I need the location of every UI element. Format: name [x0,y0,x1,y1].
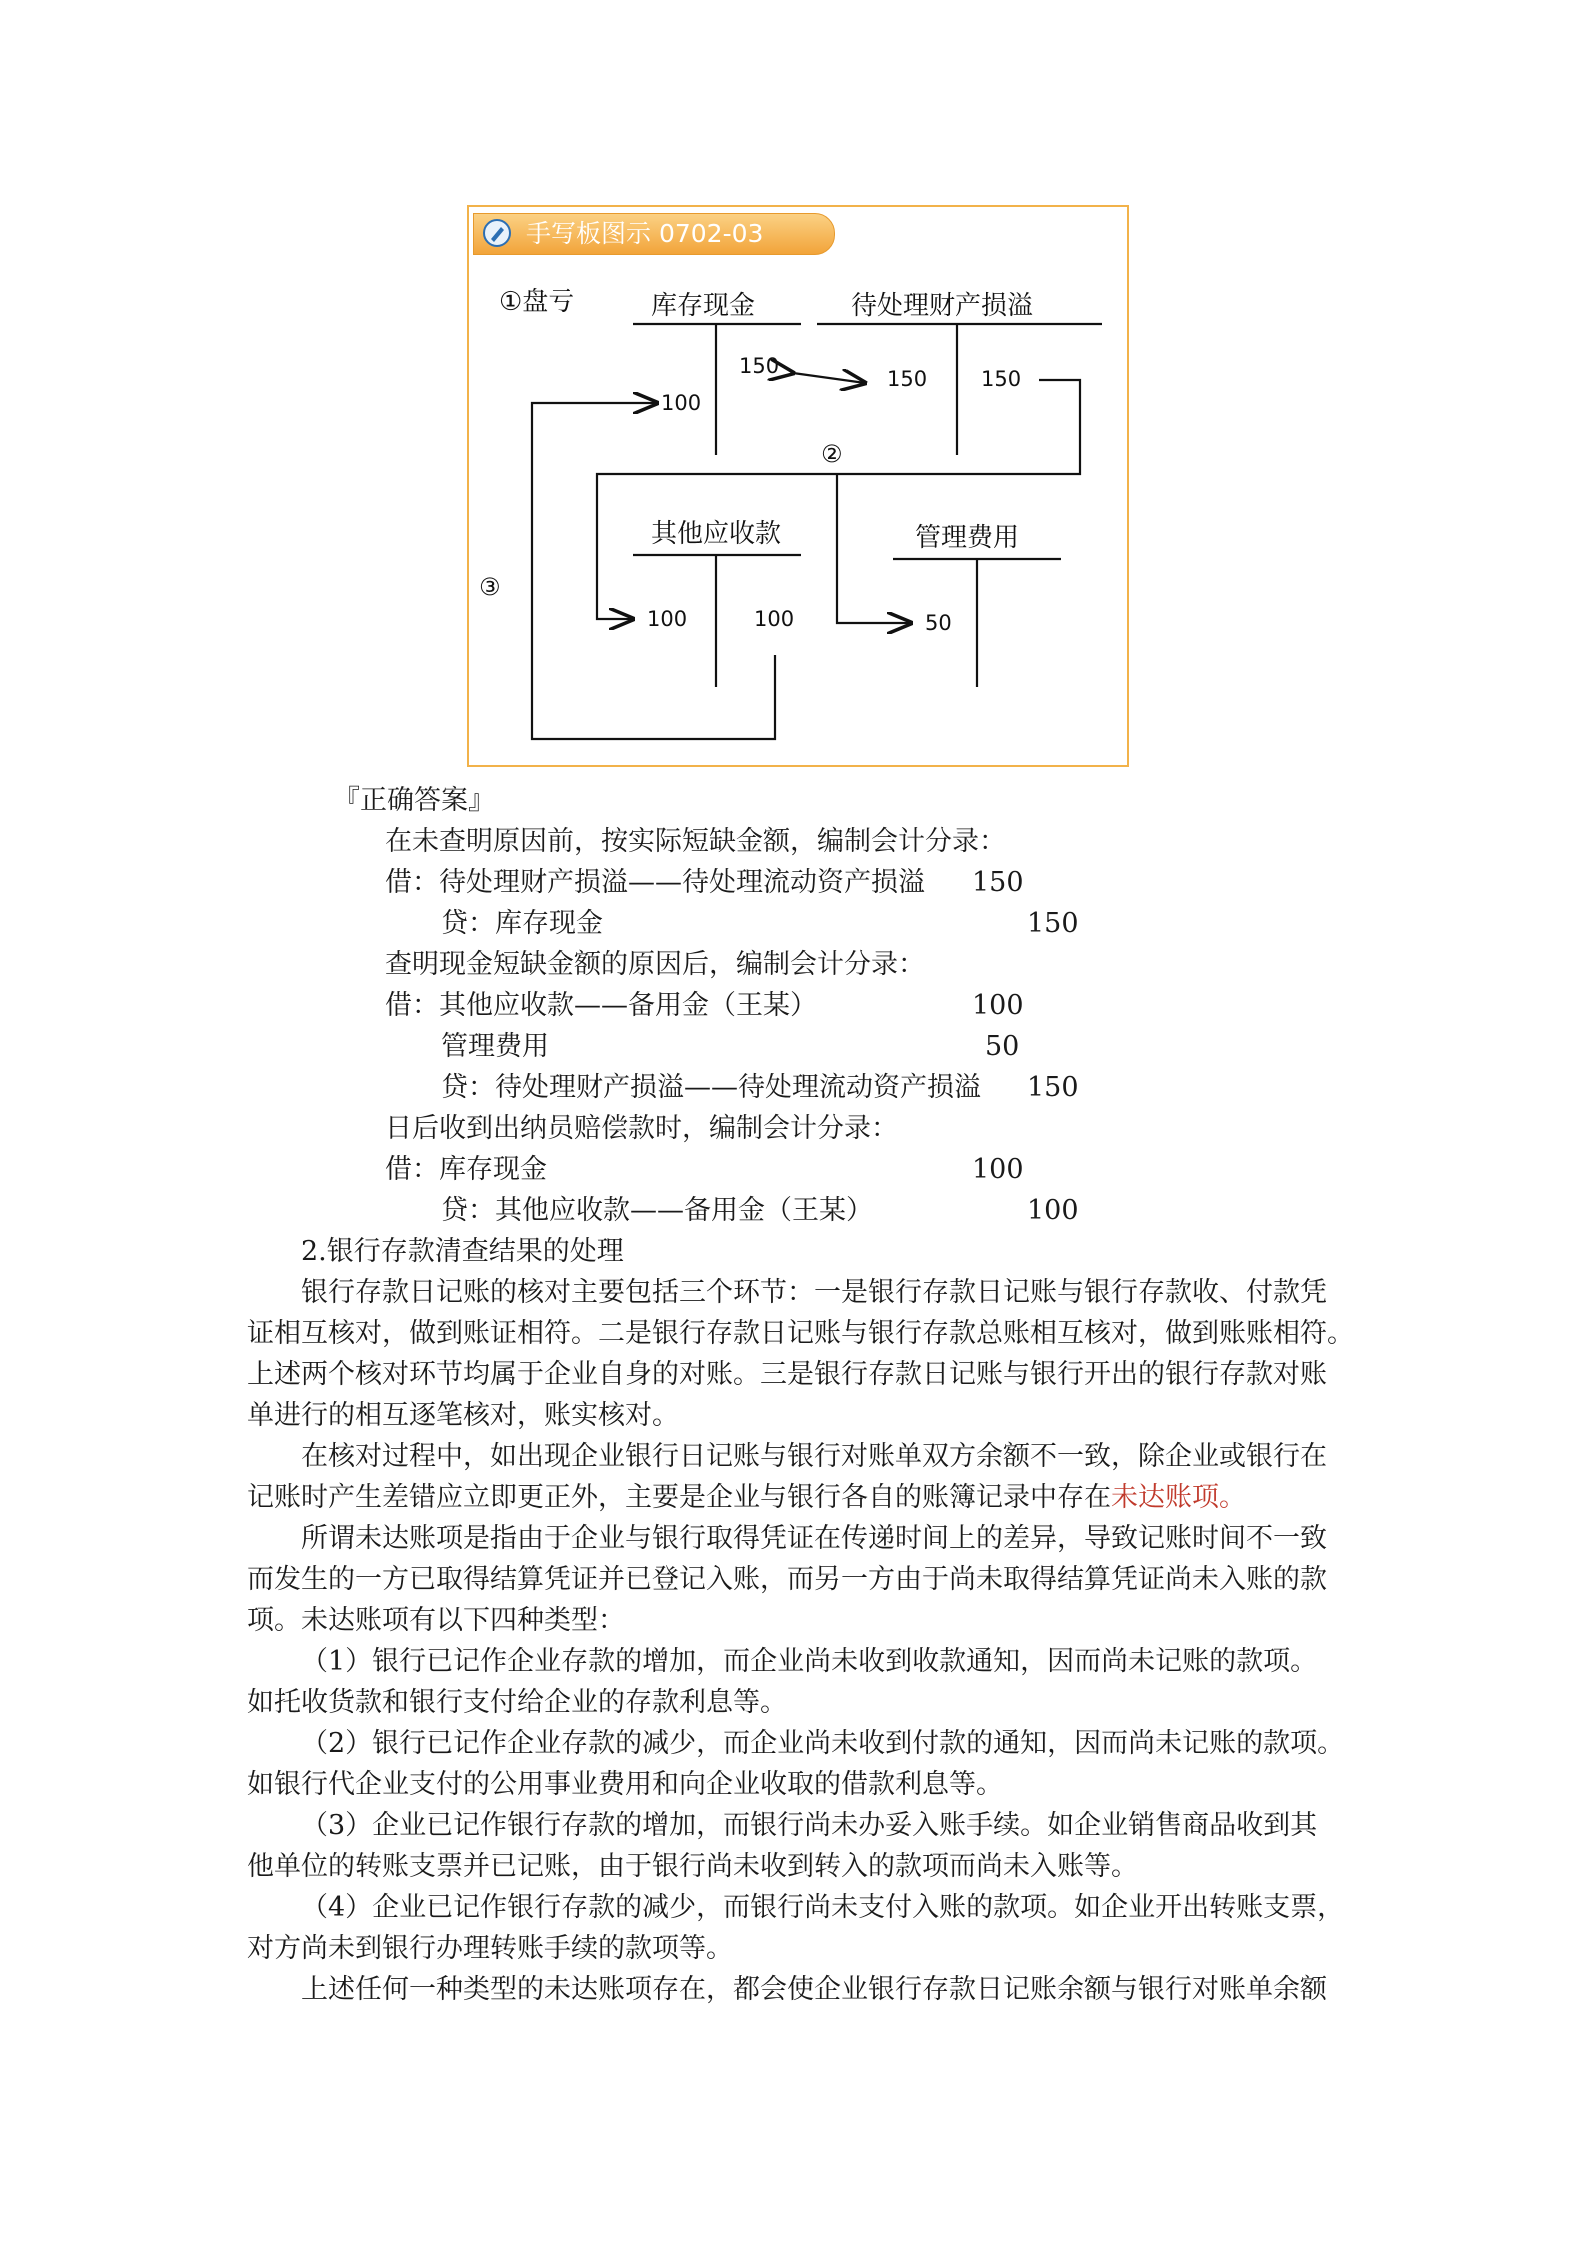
list-item-3: （3）企业已记作银行存款的增加，而银行尚未办妥入账手续。如企业销售商品收到其 [301,1810,1318,1841]
paragraph-text: 记账时产生差错应立即更正外，主要是企业与银行各自的账簿记录中存在 [247,1482,1111,1513]
answer-line-2: 查明现金短缺金额的原因后，编制会计分录： [385,949,925,980]
paragraph-line: 项。未达账项有以下四种类型： [247,1605,625,1636]
paragraph-line [247,1478,1246,1518]
paragraph-line: 上述任何一种类型的未达账项存在，都会使企业银行存款日记账余额与银行对账单余额 [301,1974,1327,2005]
entry-2-credit: 贷：待处理财产损溢——待处理流动资产损溢 [441,1072,981,1103]
entry-2-debit-amount: 100 [972,990,1024,1021]
entry-1-debit: 借：待处理财产损溢——待处理流动资产损溢 [385,867,925,898]
section-heading: 2.银行存款清查结果的处理 [301,1236,624,1267]
admin-debit-amount: 50 [925,611,952,635]
answer-line-1: 在未查明原因前，按实际短缺金额，编制会计分录： [385,826,1006,857]
step-2-label: ② [821,440,843,468]
pending-debit-amount: 150 [887,367,928,391]
cash-debit-amount: 100 [661,391,702,415]
list-item-1: （1）银行已记作企业存款的增加，而企业尚未收到收款通知，因而尚未记账的款项。 [301,1646,1318,1677]
answer-line-3: 日后收到出纳员赔偿款时，编制会计分录： [385,1113,898,1144]
highlight-term: 未达账项。 [1111,1482,1246,1513]
answer-heading: 『正确答案』 [333,785,495,816]
step-3-label: ③ [479,573,501,601]
paragraph-line: 上述两个核对环节均属于企业自身的对账。三是银行存款日记账与银行开出的银行存款对账 [247,1359,1327,1390]
step-1-label: ①盘亏 [499,287,575,317]
pending-credit-amount: 150 [981,367,1022,391]
entry-1-debit-amount: 150 [972,867,1024,898]
paragraph-line: 单进行的相互逐笔核对，账实核对。 [247,1400,679,1431]
t-account-diagram [467,205,1129,767]
paragraph-line: 银行存款日记账的核对主要包括三个环节：一是银行存款日记账与银行存款收、付款凭 [301,1277,1327,1308]
entry-3-credit: 贷：其他应收款——备用金（王某） [441,1195,873,1226]
account-admin-expenses: 管理费用 [915,523,1020,553]
list-item-2: （2）银行已记作企业存款的减少，而企业尚未收到付款的通知，因而尚未记账的款项。 [301,1728,1345,1759]
list-item-4-cont: 对方尚未到银行办理转账手续的款项等。 [247,1933,733,1964]
cash-credit-amount: 150 [739,354,780,378]
list-item-3-cont: 他单位的转账支票并已记账，由于银行尚未收到转入的款项而尚未入账等。 [247,1851,1138,1882]
list-item-1-cont: 如托收货款和银行支付给企业的存款利息等。 [247,1687,787,1718]
account-other-receivables: 其他应收款 [651,519,782,549]
entry-3-credit-amount: 100 [1027,1195,1079,1226]
entry-1-credit: 贷：库存现金 [441,908,603,939]
entry-2-debit-2-amount: 50 [985,1031,1020,1062]
other-recv-debit-amount: 100 [647,607,688,631]
entry-2-credit-amount: 150 [1027,1072,1079,1103]
diagram-title: 手写板图示 0702-03 [526,219,764,248]
account-pending-loss: 待处理财产损溢 [851,291,1034,321]
entry-2-debit: 借：其他应收款——备用金（王某） [385,990,817,1021]
entry-2-debit-2: 管理费用 [441,1031,549,1062]
paragraph-line: 证相互核对，做到账证相符。二是银行存款日记账与银行存款总账相互核对，做到账账相符。 [247,1318,1354,1349]
other-recv-credit-amount: 100 [754,607,795,631]
list-item-4: （4）企业已记作银行存款的减少，而银行尚未支付入账的款项。如企业开出转账支票， [301,1892,1345,1923]
entry-1-credit-amount: 150 [1027,908,1079,939]
account-cash: 库存现金 [651,291,756,321]
paragraph-line: 所谓未达账项是指由于企业与银行取得凭证在传递时间上的差异，导致记账时间不一致 [301,1523,1327,1554]
paragraph-line: 而发生的一方已取得结算凭证并已登记入账，而另一方由于尚未取得结算凭证尚未入账的款 [247,1564,1327,1595]
list-item-2-cont: 如银行代企业支付的公用事业费用和向企业收取的借款利息等。 [247,1769,1003,1800]
entry-3-debit: 借：库存现金 [385,1154,547,1185]
paragraph-line: 在核对过程中，如出现企业银行日记账与银行对账单双方余额不一致，除企业或银行在 [301,1441,1327,1472]
entry-3-debit-amount: 100 [972,1154,1024,1185]
